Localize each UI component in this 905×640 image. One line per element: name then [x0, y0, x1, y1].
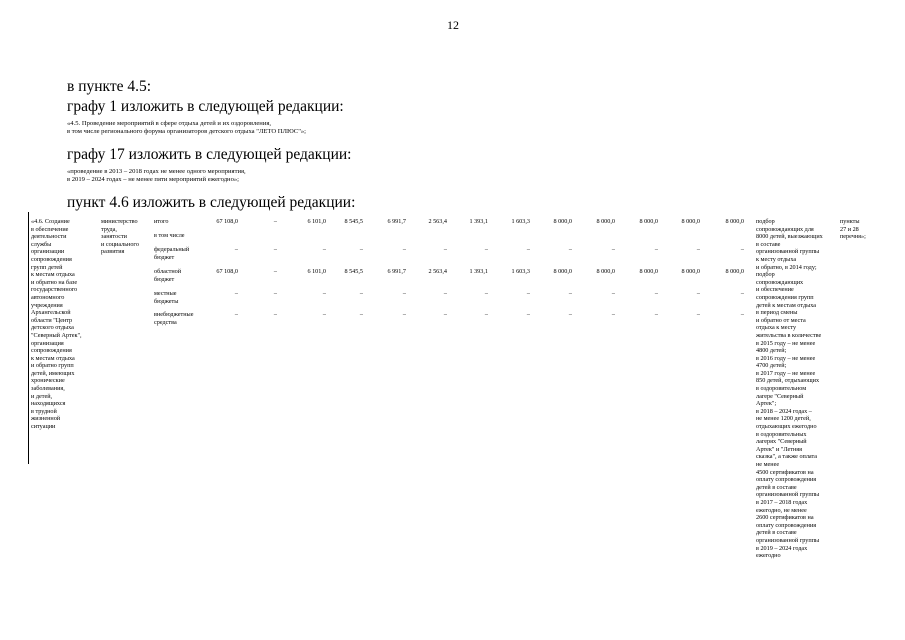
funding-value-cell: 6 101,0: [307, 268, 326, 275]
funding-value-cell: –: [322, 246, 326, 253]
column-17-text-line-2: в 2019 – 2024 годах – не менее пяти мероприятий ежегодно»;: [67, 176, 239, 183]
funding-value-cell: –: [568, 290, 572, 297]
funding-source-label: федеральный бюджет: [154, 246, 190, 261]
funding-value-cell: –: [359, 290, 363, 297]
funding-value-cell: –: [322, 290, 326, 297]
funding-value-cell: –: [484, 290, 488, 297]
funding-value-cell: –: [443, 311, 447, 318]
funding-value-cell: –: [273, 268, 277, 275]
funding-value-cell: –: [526, 246, 530, 253]
page-number: 12: [447, 18, 459, 32]
funding-value-cell: –: [526, 311, 530, 318]
funding-value-cell: –: [359, 311, 363, 318]
column-1-text-line-2: в том числе регионального форума организаторов детского отдыха "ЛЕТО ПЛЮС"»;: [67, 128, 307, 135]
heading-column-17: графу 17 изложить в следующей редакции:: [67, 146, 352, 163]
funding-value-cell: –: [234, 290, 238, 297]
funding-value-cell: 8 000,0: [596, 218, 615, 225]
funding-value-cell: –: [402, 290, 406, 297]
funding-value-cell: 2 563,4: [428, 268, 447, 275]
funding-source-label: областной бюджет: [154, 268, 182, 283]
funding-value-cell: –: [740, 290, 744, 297]
table-item-cell: «4.6. Создание в обеспечение деятельности службы организации сопровождения групп детей к местам отдыха и обратно на базе государственного автономного учреждения Архангельской области "Центр детского отдыха "Северный Артек", организация сопровождения к местам отдыха и обратно групп детей, имеющих хронические заболевания, и детей, находящихся в трудной жизненной ситуации: [31, 218, 82, 431]
funding-value-cell: –: [740, 246, 744, 253]
funding-value-cell: 6 991,7: [387, 268, 406, 275]
funding-value-cell: –: [443, 290, 447, 297]
table-reference-cell: пункты 27 и 28 перечня»;: [840, 218, 866, 241]
funding-value-cell: 8 000,0: [553, 268, 572, 275]
funding-value-cell: 8 545,5: [344, 218, 363, 225]
table-left-border: [28, 212, 29, 464]
heading-column-1: графу 1 изложить в следующей редакции:: [67, 98, 344, 115]
funding-source-label: итого: [154, 218, 169, 225]
funding-value-cell: –: [234, 246, 238, 253]
funding-value-cell: 1 393,1: [469, 218, 488, 225]
funding-value-cell: 8 000,0: [553, 218, 572, 225]
funding-value-cell: 1 603,3: [511, 268, 530, 275]
funding-source-label: в том числе: [154, 232, 185, 239]
table-executor-cell: министерство труда, занятости и социального развития: [101, 218, 139, 256]
funding-value-cell: 8 000,0: [681, 268, 700, 275]
funding-value-cell: –: [526, 290, 530, 297]
funding-value-cell: 2 563,4: [428, 218, 447, 225]
funding-value-cell: –: [402, 246, 406, 253]
funding-value-cell: –: [740, 311, 744, 318]
funding-value-cell: 8 000,0: [681, 218, 700, 225]
funding-value-cell: 67 108,0: [216, 268, 238, 275]
funding-value-cell: –: [359, 246, 363, 253]
table-result-cell: подбор сопровождающих для 8000 детей, выезжающих в составе организованной группы к месту отдыха и обратно, в 2014 году; подбор сопровождающих и обеспечение сопровождения групп детей к местам отдыха в период смены и обратно от места отдыха к месту жительства в количестве в 2015 году – не менее 4800 детей; в 2016 году – не менее 4700 детей; в 2017 году – не менее 850 детей, отдыхающих в оздоровительном лагере "Северный Артек"; в 2018 – 2024 годах – не менее 1200 детей, отдыхающих ежегодно в оздоровительных лагерях "Северный Артек" и "Летняя сказка", а также оплата не менее 4500 сертификатов на оплату сопровождения детей в составе организованной группы в 2017 – 2018 годах ежегодно, не менее 2600 сертификатов на оплату сопровождения детей в составе организованной группы в 2019 – 2024 годах ежегодно: [756, 218, 823, 560]
funding-value-cell: 1 603,3: [511, 218, 530, 225]
funding-value-cell: –: [696, 290, 700, 297]
funding-value-cell: –: [273, 246, 277, 253]
funding-value-cell: –: [273, 290, 277, 297]
funding-value-cell: –: [273, 218, 277, 225]
funding-value-cell: –: [654, 290, 658, 297]
funding-value-cell: –: [484, 246, 488, 253]
funding-value-cell: –: [402, 311, 406, 318]
funding-value-cell: 8 000,0: [725, 268, 744, 275]
heading-point-4-5: в пункте 4.5:: [67, 78, 152, 95]
heading-point-4-6: пункт 4.6 изложить в следующей редакции:: [67, 194, 356, 211]
funding-value-cell: –: [654, 246, 658, 253]
funding-value-cell: 8 000,0: [596, 268, 615, 275]
funding-value-cell: –: [273, 311, 277, 318]
funding-value-cell: –: [484, 311, 488, 318]
funding-value-cell: 8 000,0: [639, 268, 658, 275]
funding-value-cell: –: [322, 311, 326, 318]
funding-value-cell: 6 101,0: [307, 218, 326, 225]
column-1-text-line-1: «4.5. Проведение мероприятий в сфере отдыха детей и их оздоровления,: [67, 120, 272, 127]
funding-value-cell: –: [611, 246, 615, 253]
column-17-text-line-1: «проведение в 2013 – 2018 годах не менее одного мероприятия,: [67, 168, 246, 175]
funding-value-cell: –: [234, 311, 238, 318]
funding-value-cell: 8 000,0: [639, 218, 658, 225]
funding-value-cell: 8 000,0: [725, 218, 744, 225]
funding-value-cell: –: [568, 246, 572, 253]
funding-value-cell: 67 108,0: [216, 218, 238, 225]
funding-source-label: местные бюджеты: [154, 290, 179, 305]
funding-value-cell: –: [611, 290, 615, 297]
funding-value-cell: 1 393,1: [469, 268, 488, 275]
funding-value-cell: –: [443, 246, 447, 253]
funding-value-cell: –: [611, 311, 615, 318]
funding-value-cell: –: [696, 246, 700, 253]
funding-value-cell: –: [654, 311, 658, 318]
funding-value-cell: –: [568, 311, 572, 318]
funding-source-label: внебюджетные средства: [154, 311, 194, 326]
funding-value-cell: 6 991,7: [387, 218, 406, 225]
funding-value-cell: –: [696, 311, 700, 318]
funding-value-cell: 8 545,5: [344, 268, 363, 275]
